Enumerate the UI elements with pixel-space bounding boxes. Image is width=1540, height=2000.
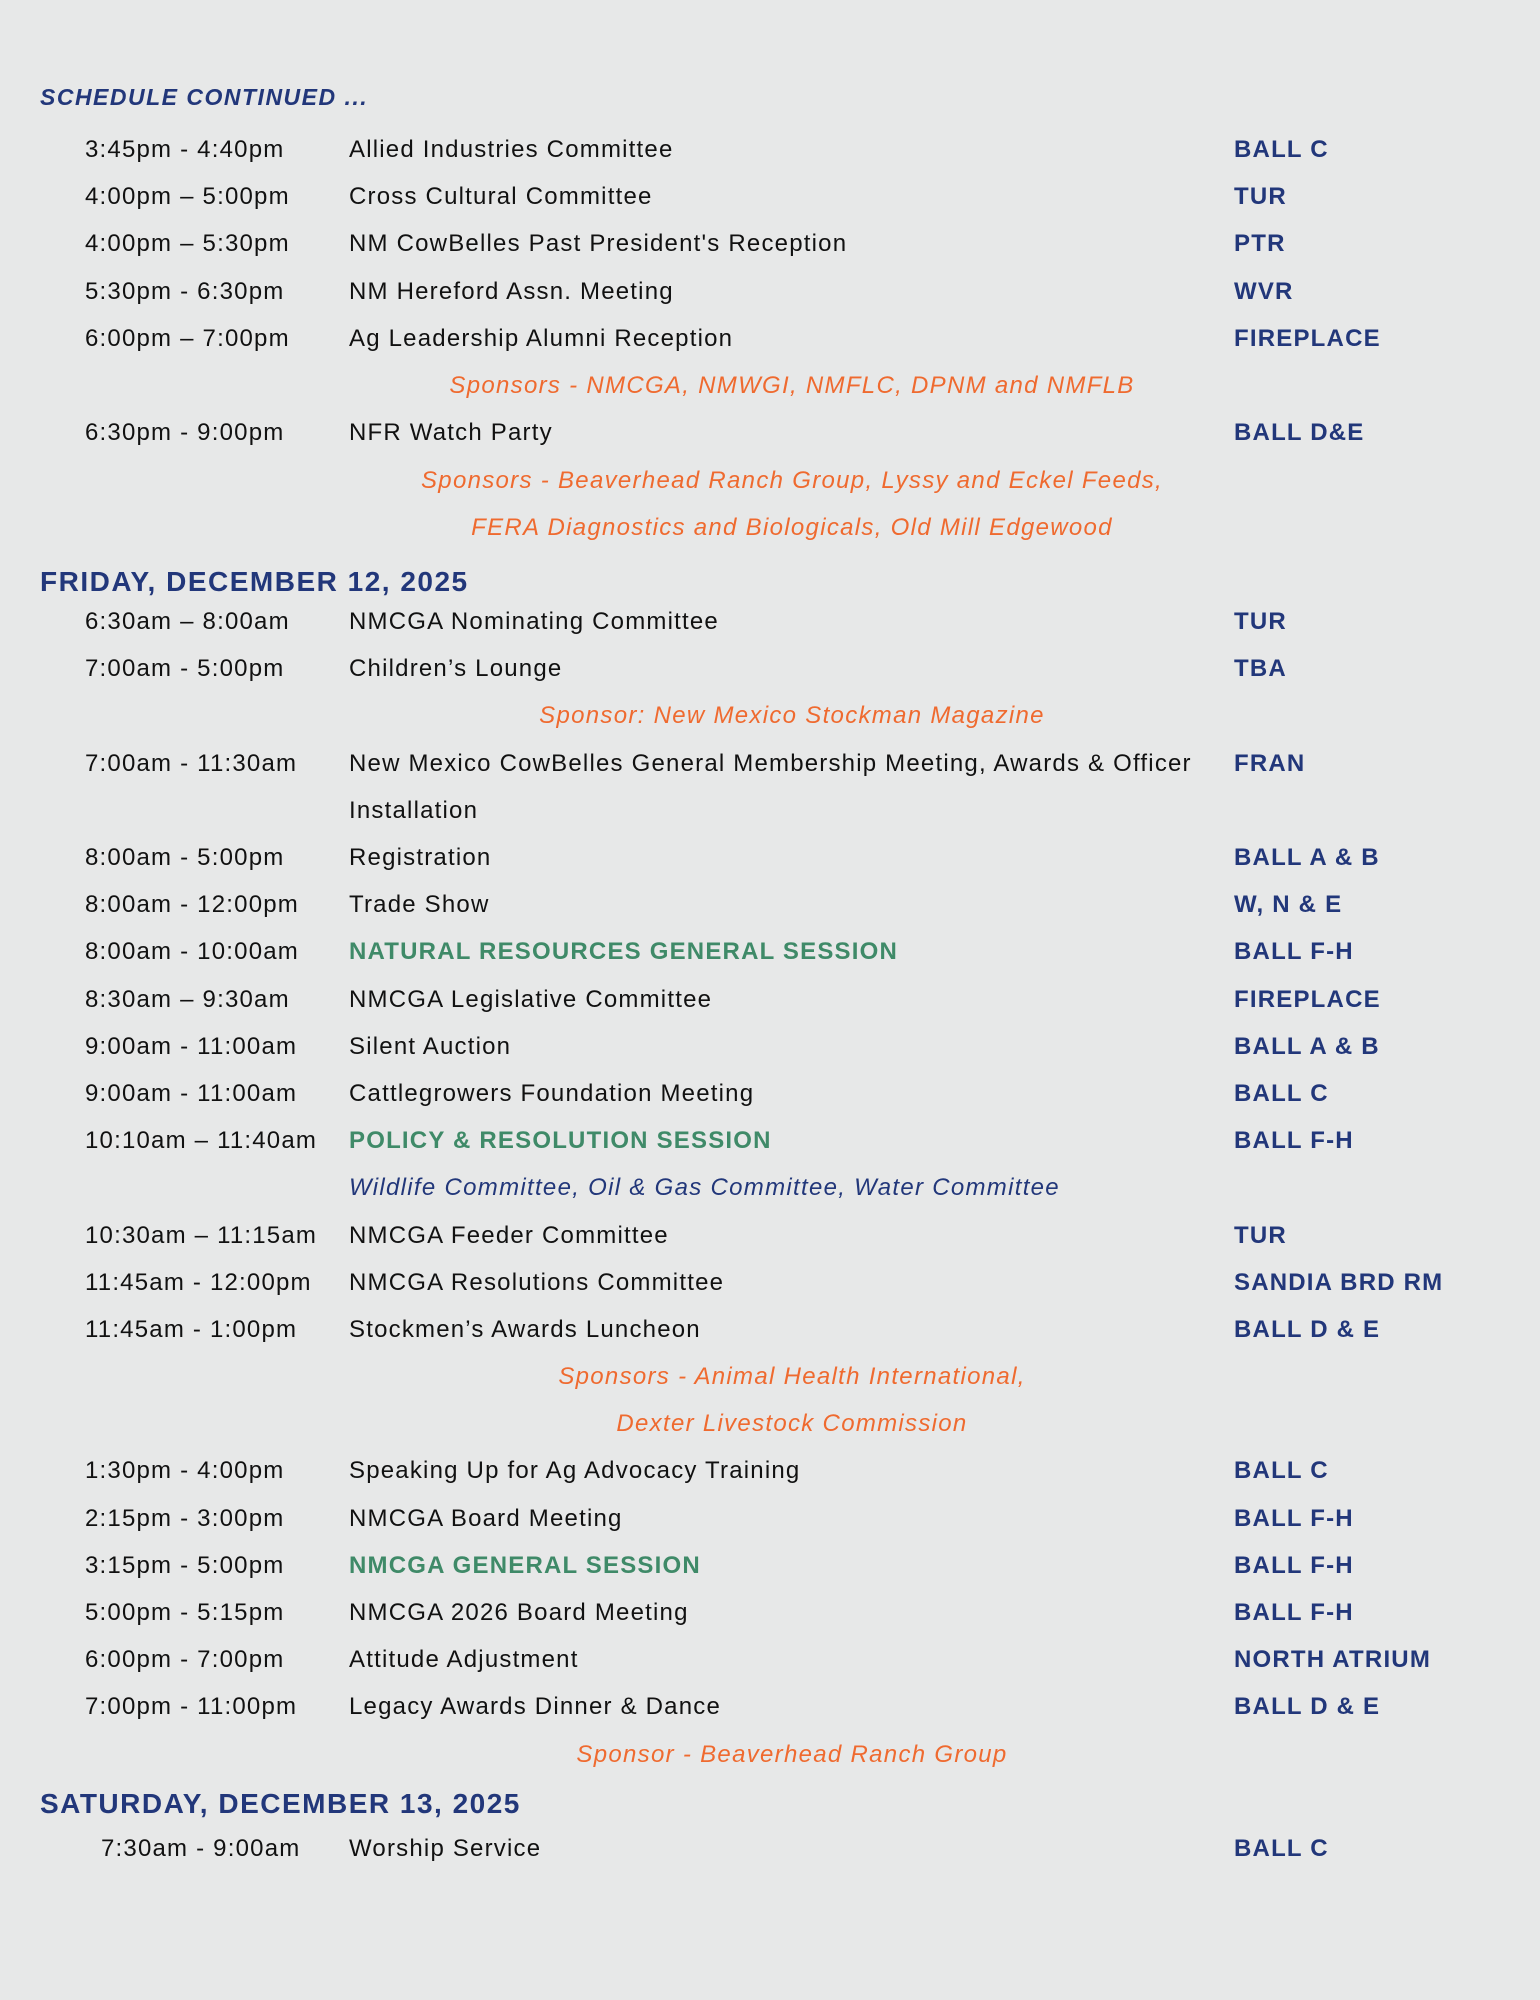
row-time: 3:45pm - 4:40pm xyxy=(85,136,285,163)
row-room: BALL A & B xyxy=(1234,1033,1380,1060)
day-heading-saturday: SATURDAY, DECEMBER 13, 2025 xyxy=(40,1788,521,1819)
schedule-row xyxy=(0,1495,1540,1542)
sponsor-line: Sponsors - Animal Health International, xyxy=(558,1363,1026,1390)
sponsor-line: Dexter Livestock Commission xyxy=(616,1410,968,1437)
row-time: 6:00pm – 7:00pm xyxy=(85,325,290,352)
schedule-row xyxy=(0,834,1540,881)
row-time: 6:00pm - 7:00pm xyxy=(85,1646,285,1673)
schedule-continued-heading: SCHEDULE CONTINUED ... xyxy=(40,84,369,110)
sponsor-line: Sponsor - Beaverhead Ranch Group xyxy=(576,1741,1008,1768)
row-room: BALL F-H xyxy=(1234,1127,1354,1154)
row-event: NMCGA Board Meeting xyxy=(349,1505,623,1532)
committee-note: Wildlife Committee, Oil & Gas Committee, Water Committee xyxy=(349,1174,1060,1201)
row-time: 4:00pm – 5:00pm xyxy=(85,183,290,210)
schedule-row xyxy=(0,1117,1540,1164)
row-room: BALL F-H xyxy=(1234,1552,1354,1579)
row-event: NM Hereford Assn. Meeting xyxy=(349,278,674,305)
row-time: 7:00am - 5:00pm xyxy=(85,655,285,682)
row-event: NFR Watch Party xyxy=(349,419,553,446)
sponsor-line: FERA Diagnostics and Biologicals, Old Mill Edgewood xyxy=(471,514,1113,541)
row-time: 5:00pm - 5:15pm xyxy=(85,1599,285,1626)
schedule-row xyxy=(0,1023,1540,1070)
row-time: 11:45am - 12:00pm xyxy=(85,1269,312,1296)
row-time: 7:00am - 11:30am xyxy=(85,750,298,777)
row-time: 7:30am - 9:00am xyxy=(101,1835,301,1862)
schedule-row xyxy=(0,1825,1540,1872)
row-event: Children’s Lounge xyxy=(349,655,563,682)
row-room: FIREPLACE xyxy=(1234,986,1381,1013)
schedule-row xyxy=(0,976,1540,1023)
row-event: Silent Auction xyxy=(349,1033,512,1060)
row-room: W, N & E xyxy=(1234,891,1343,918)
row-room: BALL C xyxy=(1234,1080,1329,1107)
row-event: NMCGA Nominating Committee xyxy=(349,608,719,635)
row-time: 7:00pm - 11:00pm xyxy=(85,1693,298,1720)
schedule-row xyxy=(0,598,1540,645)
row-room: TUR xyxy=(1234,1222,1287,1249)
row-room: BALL C xyxy=(1234,1835,1329,1862)
row-event: Trade Show xyxy=(349,891,490,918)
row-room: NORTH ATRIUM xyxy=(1234,1646,1432,1673)
row-room: BALL F-H xyxy=(1234,938,1354,965)
row-room: BALL D&E xyxy=(1234,419,1365,446)
schedule-row xyxy=(0,173,1540,220)
row-event: NMCGA Resolutions Committee xyxy=(349,1269,725,1296)
row-room: TBA xyxy=(1234,655,1287,682)
schedule-row xyxy=(0,881,1540,928)
row-time: 2:15pm - 3:00pm xyxy=(85,1505,285,1532)
row-time: 8:00am - 10:00am xyxy=(85,938,299,965)
row-event: NMCGA Feeder Committee xyxy=(349,1222,669,1249)
row-time: 8:00am - 12:00pm xyxy=(85,891,299,918)
schedule-row xyxy=(0,268,1540,315)
row-room: FRAN xyxy=(1234,750,1306,777)
row-room: WVR xyxy=(1234,278,1294,305)
schedule-row xyxy=(0,1259,1540,1306)
row-time: 9:00am - 11:00am xyxy=(85,1033,298,1060)
row-event-session: NMCGA GENERAL SESSION xyxy=(349,1552,701,1579)
schedule-row xyxy=(0,126,1540,173)
row-time: 9:00am - 11:00am xyxy=(85,1080,298,1107)
schedule-row xyxy=(0,1589,1540,1636)
row-event: Speaking Up for Ag Advocacy Training xyxy=(349,1457,801,1484)
row-time: 5:30pm - 6:30pm xyxy=(85,278,285,305)
schedule-row xyxy=(0,645,1540,692)
row-time: 6:30pm - 9:00pm xyxy=(85,419,285,446)
schedule-row xyxy=(0,220,1540,267)
row-time: 4:00pm – 5:30pm xyxy=(85,230,290,257)
row-event: Stockmen’s Awards Luncheon xyxy=(349,1316,701,1343)
row-room: PTR xyxy=(1234,230,1286,257)
sponsor-line: Sponsors - Beaverhead Ranch Group, Lyssy and Eckel Feeds, xyxy=(420,467,1164,494)
row-room: BALL D & E xyxy=(1234,1693,1381,1720)
row-event: Cattlegrowers Foundation Meeting xyxy=(349,1080,755,1107)
row-time: 10:10am – 11:40am xyxy=(85,1127,318,1154)
row-event: Worship Service xyxy=(349,1835,542,1862)
row-time: 10:30am – 11:15am xyxy=(85,1222,318,1249)
row-event: New Mexico CowBelles General Membership Meeting, Awards & Officer Installation xyxy=(349,750,1192,824)
row-event: NMCGA 2026 Board Meeting xyxy=(349,1599,689,1626)
row-room: TUR xyxy=(1234,608,1287,635)
schedule-row xyxy=(0,315,1540,362)
row-room: BALL C xyxy=(1234,136,1329,163)
row-time: 1:30pm - 4:00pm xyxy=(85,1457,285,1484)
row-room: BALL C xyxy=(1234,1457,1329,1484)
row-event: Ag Leadership Alumni Reception xyxy=(349,325,734,352)
schedule-row xyxy=(0,740,1540,834)
schedule-row xyxy=(0,1683,1540,1730)
schedule-row xyxy=(0,1447,1540,1494)
schedule-row xyxy=(0,928,1540,975)
row-time: 8:00am - 5:00pm xyxy=(85,844,285,871)
schedule-row xyxy=(0,409,1540,456)
row-time: 6:30am – 8:00am xyxy=(85,608,290,635)
row-time: 8:30am – 9:30am xyxy=(85,986,290,1013)
schedule-row xyxy=(0,1636,1540,1683)
row-event: Registration xyxy=(349,844,492,871)
row-event-session: NATURAL RESOURCES GENERAL SESSION xyxy=(349,938,899,965)
row-room: SANDIA BRD RM xyxy=(1234,1269,1444,1296)
row-room: FIREPLACE xyxy=(1234,325,1381,352)
schedule-row xyxy=(0,1542,1540,1589)
row-event: NM CowBelles Past President's Reception xyxy=(349,230,848,257)
row-room: BALL F-H xyxy=(1234,1505,1354,1532)
row-room: TUR xyxy=(1234,183,1287,210)
day-heading-friday: FRIDAY, DECEMBER 12, 2025 xyxy=(40,566,469,597)
row-room: BALL D & E xyxy=(1234,1316,1381,1343)
row-time: 3:15pm - 5:00pm xyxy=(85,1552,285,1579)
row-event: NMCGA Legislative Committee xyxy=(349,986,713,1013)
schedule-row xyxy=(0,1212,1540,1259)
sponsor-line: Sponsors - NMCGA, NMWGI, NMFLC, DPNM and NMFLB xyxy=(449,372,1135,399)
row-room: BALL F-H xyxy=(1234,1599,1354,1626)
row-event-session: POLICY & RESOLUTION SESSION xyxy=(349,1127,772,1154)
schedule-row xyxy=(0,1306,1540,1353)
row-time: 11:45am - 1:00pm xyxy=(85,1316,298,1343)
row-event: Allied Industries Committee xyxy=(349,136,674,163)
row-event: Legacy Awards Dinner & Dance xyxy=(349,1693,722,1720)
sponsor-line: Sponsor: New Mexico Stockman Magazine xyxy=(539,702,1045,729)
row-room: BALL A & B xyxy=(1234,844,1380,871)
row-event: Cross Cultural Committee xyxy=(349,183,653,210)
row-event: Attitude Adjustment xyxy=(349,1646,579,1673)
schedule-row xyxy=(0,1070,1540,1117)
